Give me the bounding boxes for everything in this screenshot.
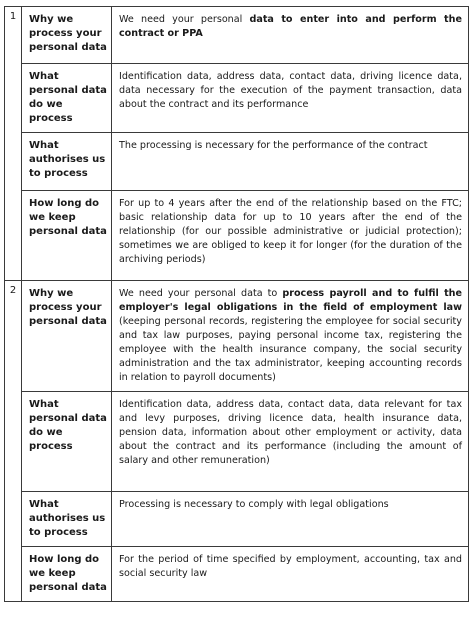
table-row bbox=[22, 392, 468, 492]
answer-cell: For up to 4 years after the end of the relationship based on the FTC; basic relationship data for up to 10 years after the end of the relationship (for our possible administrative or judicial protection); sometimes we are obliged to keep it for longer (for the duration of the archiving periods) bbox=[119, 197, 462, 265]
answer-cell: Identification data, address data, contact data, data relevant for tax and levy purposes, driving licence data, health insurance data, pension data, information about other employment or activity, data about the contract and its performance (including the amount of salary and other remuneration) bbox=[112, 392, 469, 492]
data-processing-table bbox=[4, 6, 469, 602]
table-row bbox=[22, 63, 468, 132]
section-2 bbox=[5, 281, 469, 602]
answer-cell: For the period of time specified by employment, accounting, tax and social security law bbox=[119, 554, 462, 579]
answer-cell: Identification data, address data, contact data, driving licence data, data necessary for the execution of the payment transaction, data about the contract and its performance bbox=[112, 63, 469, 132]
answer-cell: We need your personal data to process payroll and to fulfil the employer's legal obligations in the field of employment law (keeping personal records, registering the employee for social security and tax law purposes, paying personal income tax, registering the employee with the health insurance company, the social security administration and the tax administrator, keeping accounting records in relation to payroll documents) bbox=[112, 281, 469, 392]
question-cell: How long do we keep personal data bbox=[22, 547, 112, 602]
answer-cell: Processing is necessary to comply with legal obligations bbox=[112, 492, 469, 547]
question-cell: Why we process your personal data bbox=[22, 281, 112, 392]
section-1 bbox=[5, 7, 469, 281]
table-row bbox=[22, 190, 468, 280]
question-cell: What authorises us to process bbox=[22, 492, 112, 547]
section-number: 1 bbox=[5, 7, 22, 281]
question-cell: What personal data do we process bbox=[22, 63, 112, 132]
table-row bbox=[22, 132, 468, 190]
table-row bbox=[22, 547, 468, 602]
question-cell: Why we process your personal data bbox=[22, 7, 112, 63]
table-row bbox=[22, 492, 468, 547]
question-cell: What authorises us to process bbox=[22, 132, 112, 190]
question-cell: What personal data do we process bbox=[22, 392, 112, 492]
answer-cell: The processing is necessary for the performance of the contract bbox=[112, 132, 469, 190]
question-cell: How long do we keep personal data bbox=[22, 190, 112, 280]
answer-cell: We need your personal data to enter into and perform the contract or PPA bbox=[112, 7, 469, 63]
table-row bbox=[22, 281, 468, 392]
section-number: 2 bbox=[5, 281, 22, 602]
table-row bbox=[22, 7, 468, 63]
